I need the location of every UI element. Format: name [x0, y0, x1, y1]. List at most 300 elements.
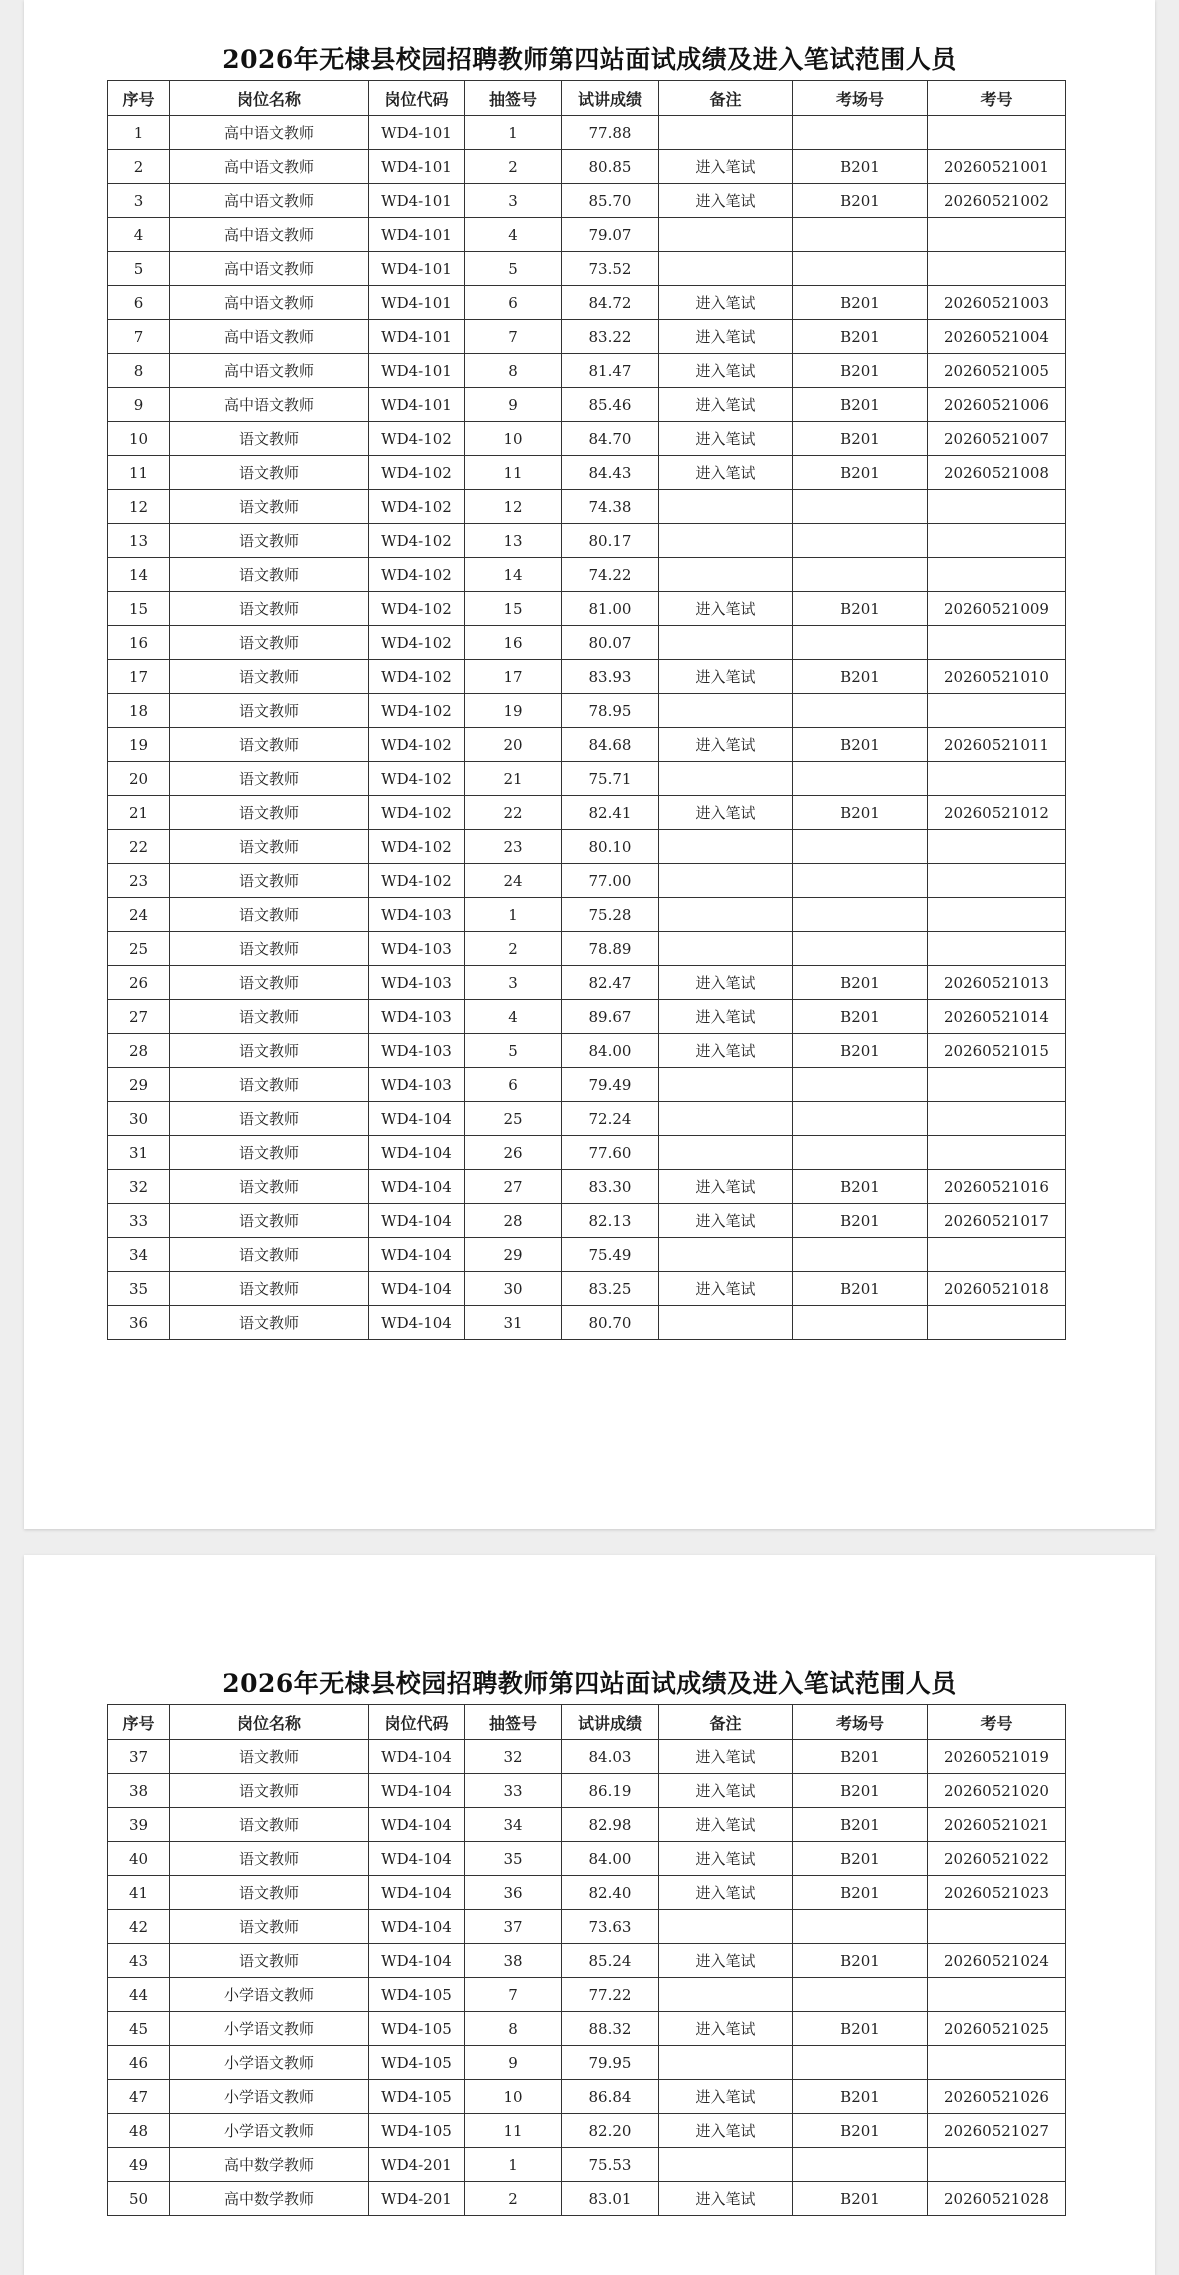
position-code-cell: WD4-102 [369, 728, 465, 762]
exam-room-cell [793, 864, 928, 898]
exam-number-cell: 20260521004 [928, 320, 1066, 354]
position-code-cell: WD4-102 [369, 660, 465, 694]
exam-number-cell [928, 1068, 1066, 1102]
position-code-cell: WD4-101 [369, 286, 465, 320]
position-code-cell: WD4-104 [369, 1842, 465, 1876]
exam-number-cell [928, 1238, 1066, 1272]
position-code-cell: WD4-201 [369, 2182, 465, 2216]
position-name-cell: 语文教师 [170, 796, 369, 830]
remark-cell: 进入笔试 [659, 1272, 793, 1306]
exam-room-cell [793, 116, 928, 150]
position-code-cell: WD4-105 [369, 2012, 465, 2046]
remark-cell [659, 1910, 793, 1944]
position-code-cell: WD4-103 [369, 898, 465, 932]
position-code-cell: WD4-102 [369, 830, 465, 864]
table-row [108, 1740, 1066, 1774]
exam-room-cell [793, 1306, 928, 1340]
draw-number-cell: 17 [465, 660, 562, 694]
position-name-cell: 高中数学教师 [170, 2182, 369, 2216]
table-row [108, 184, 1066, 218]
table-row [108, 1842, 1066, 1876]
draw-number-cell: 4 [465, 1000, 562, 1034]
exam-number-cell: 20260521025 [928, 2012, 1066, 2046]
position-name-cell: 语文教师 [170, 694, 369, 728]
table-row [108, 864, 1066, 898]
position-code-cell: WD4-103 [369, 1000, 465, 1034]
draw-number-cell: 26 [465, 1136, 562, 1170]
position-code-cell: WD4-102 [369, 524, 465, 558]
position-code-cell: WD4-104 [369, 1774, 465, 1808]
draw-number-cell: 11 [465, 2114, 562, 2148]
exam-room-cell: B201 [793, 1774, 928, 1808]
remark-cell: 进入笔试 [659, 1170, 793, 1204]
exam-room-cell: B201 [793, 1876, 928, 1910]
exam-number-cell: 20260521013 [928, 966, 1066, 1000]
seq-cell: 32 [108, 1170, 170, 1204]
exam-room-cell: B201 [793, 456, 928, 490]
remark-cell: 进入笔试 [659, 184, 793, 218]
draw-number-cell: 24 [465, 864, 562, 898]
table-row [108, 1034, 1066, 1068]
seq-cell: 28 [108, 1034, 170, 1068]
table-row [108, 2148, 1066, 2182]
seq-cell: 42 [108, 1910, 170, 1944]
position-name-cell: 语文教师 [170, 1808, 369, 1842]
score-cell: 77.88 [562, 116, 659, 150]
remark-cell [659, 1102, 793, 1136]
table-row [108, 218, 1066, 252]
remark-cell [659, 1978, 793, 2012]
score-cell: 74.38 [562, 490, 659, 524]
remark-cell [659, 1306, 793, 1340]
seq-cell: 17 [108, 660, 170, 694]
column-header-exam-room: 考场号 [793, 81, 928, 116]
seq-cell: 23 [108, 864, 170, 898]
position-name-cell: 语文教师 [170, 1910, 369, 1944]
score-cell: 82.13 [562, 1204, 659, 1238]
column-header-exam-room: 考场号 [793, 1705, 928, 1740]
score-cell: 81.47 [562, 354, 659, 388]
score-cell: 86.84 [562, 2080, 659, 2114]
remark-cell: 进入笔试 [659, 592, 793, 626]
seq-cell: 4 [108, 218, 170, 252]
position-name-cell: 语文教师 [170, 1876, 369, 1910]
table-row [108, 2182, 1066, 2216]
position-name-cell: 语文教师 [170, 490, 369, 524]
draw-number-cell: 5 [465, 1034, 562, 1068]
score-cell: 79.49 [562, 1068, 659, 1102]
column-header-draw-number: 抽签号 [465, 1705, 562, 1740]
position-code-cell: WD4-104 [369, 1238, 465, 1272]
exam-number-cell [928, 762, 1066, 796]
remark-cell [659, 218, 793, 252]
seq-cell: 5 [108, 252, 170, 286]
exam-room-cell: B201 [793, 286, 928, 320]
remark-cell [659, 898, 793, 932]
exam-room-cell: B201 [793, 1944, 928, 1978]
position-code-cell: WD4-101 [369, 150, 465, 184]
exam-number-cell [928, 694, 1066, 728]
exam-number-cell: 20260521022 [928, 1842, 1066, 1876]
position-name-cell: 小学语文教师 [170, 2046, 369, 2080]
remark-cell: 进入笔试 [659, 320, 793, 354]
draw-number-cell: 21 [465, 762, 562, 796]
draw-number-cell: 7 [465, 1978, 562, 2012]
remark-cell: 进入笔试 [659, 2114, 793, 2148]
score-cell: 80.85 [562, 150, 659, 184]
table-row [108, 898, 1066, 932]
position-code-cell: WD4-104 [369, 1740, 465, 1774]
exam-number-cell: 20260521028 [928, 2182, 1066, 2216]
table-row [108, 966, 1066, 1000]
exam-number-cell: 20260521015 [928, 1034, 1066, 1068]
exam-number-cell [928, 898, 1066, 932]
position-code-cell: WD4-104 [369, 1808, 465, 1842]
seq-cell: 38 [108, 1774, 170, 1808]
draw-number-cell: 11 [465, 456, 562, 490]
score-cell: 82.98 [562, 1808, 659, 1842]
remark-cell: 进入笔试 [659, 2080, 793, 2114]
position-code-cell: WD4-102 [369, 456, 465, 490]
exam-room-cell [793, 626, 928, 660]
exam-room-cell [793, 1978, 928, 2012]
remark-cell: 进入笔试 [659, 1034, 793, 1068]
exam-number-cell [928, 1306, 1066, 1340]
remark-cell [659, 1136, 793, 1170]
draw-number-cell: 28 [465, 1204, 562, 1238]
exam-number-cell: 20260521007 [928, 422, 1066, 456]
draw-number-cell: 8 [465, 354, 562, 388]
table-row [108, 1000, 1066, 1034]
draw-number-cell: 1 [465, 898, 562, 932]
remark-cell: 进入笔试 [659, 354, 793, 388]
exam-number-cell [928, 116, 1066, 150]
column-header-position-code: 岗位代码 [369, 81, 465, 116]
seq-cell: 35 [108, 1272, 170, 1306]
draw-number-cell: 1 [465, 2148, 562, 2182]
position-name-cell: 高中语文教师 [170, 150, 369, 184]
remark-cell [659, 1068, 793, 1102]
position-code-cell: WD4-105 [369, 2114, 465, 2148]
exam-room-cell: B201 [793, 354, 928, 388]
table-row [108, 1204, 1066, 1238]
seq-cell: 44 [108, 1978, 170, 2012]
exam-number-cell [928, 218, 1066, 252]
table-row [108, 490, 1066, 524]
exam-room-cell [793, 694, 928, 728]
seq-cell: 1 [108, 116, 170, 150]
seq-cell: 20 [108, 762, 170, 796]
position-name-cell: 语文教师 [170, 1204, 369, 1238]
draw-number-cell: 13 [465, 524, 562, 558]
column-header-position-code: 岗位代码 [369, 1705, 465, 1740]
score-cell: 85.46 [562, 388, 659, 422]
score-cell: 84.03 [562, 1740, 659, 1774]
position-code-cell: WD4-104 [369, 1876, 465, 1910]
exam-room-cell: B201 [793, 1034, 928, 1068]
draw-number-cell: 10 [465, 422, 562, 456]
seq-cell: 22 [108, 830, 170, 864]
seq-cell: 21 [108, 796, 170, 830]
table-row [108, 150, 1066, 184]
exam-number-cell [928, 490, 1066, 524]
draw-number-cell: 5 [465, 252, 562, 286]
score-cell: 80.07 [562, 626, 659, 660]
exam-number-cell: 20260521017 [928, 1204, 1066, 1238]
table-row [108, 388, 1066, 422]
position-name-cell: 语文教师 [170, 626, 369, 660]
remark-cell: 进入笔试 [659, 388, 793, 422]
score-cell: 84.00 [562, 1842, 659, 1876]
score-cell: 75.53 [562, 2148, 659, 2182]
seq-cell: 19 [108, 728, 170, 762]
position-code-cell: WD4-101 [369, 116, 465, 150]
remark-cell: 进入笔试 [659, 660, 793, 694]
exam-number-cell: 20260521014 [928, 1000, 1066, 1034]
exam-room-cell [793, 1068, 928, 1102]
exam-number-cell: 20260521003 [928, 286, 1066, 320]
position-name-cell: 高中语文教师 [170, 286, 369, 320]
position-name-cell: 语文教师 [170, 1238, 369, 1272]
exam-room-cell: B201 [793, 1000, 928, 1034]
exam-number-cell [928, 932, 1066, 966]
position-code-cell: WD4-101 [369, 252, 465, 286]
seq-cell: 26 [108, 966, 170, 1000]
position-name-cell: 语文教师 [170, 830, 369, 864]
seq-cell: 24 [108, 898, 170, 932]
position-name-cell: 语文教师 [170, 1170, 369, 1204]
exam-room-cell: B201 [793, 2012, 928, 2046]
remark-cell: 进入笔试 [659, 1000, 793, 1034]
exam-number-cell [928, 558, 1066, 592]
exam-number-cell: 20260521027 [928, 2114, 1066, 2148]
table-header-row [108, 81, 1066, 116]
exam-room-cell [793, 1102, 928, 1136]
position-code-cell: WD4-103 [369, 1068, 465, 1102]
table-row [108, 1136, 1066, 1170]
seq-cell: 33 [108, 1204, 170, 1238]
draw-number-cell: 23 [465, 830, 562, 864]
seq-cell: 12 [108, 490, 170, 524]
remark-cell [659, 694, 793, 728]
remark-cell: 进入笔试 [659, 1944, 793, 1978]
seq-cell: 2 [108, 150, 170, 184]
position-name-cell: 小学语文教师 [170, 2114, 369, 2148]
position-code-cell: WD4-102 [369, 490, 465, 524]
position-code-cell: WD4-104 [369, 1136, 465, 1170]
score-cell: 81.00 [562, 592, 659, 626]
exam-room-cell [793, 762, 928, 796]
table-row [108, 558, 1066, 592]
seq-cell: 43 [108, 1944, 170, 1978]
seq-cell: 14 [108, 558, 170, 592]
seq-cell: 50 [108, 2182, 170, 2216]
score-cell: 83.30 [562, 1170, 659, 1204]
exam-number-cell: 20260521006 [928, 388, 1066, 422]
exam-room-cell [793, 524, 928, 558]
position-name-cell: 语文教师 [170, 1136, 369, 1170]
table-row [108, 1306, 1066, 1340]
seq-cell: 41 [108, 1876, 170, 1910]
seq-cell: 39 [108, 1808, 170, 1842]
table-row [108, 762, 1066, 796]
remark-cell: 进入笔试 [659, 422, 793, 456]
score-cell: 88.32 [562, 2012, 659, 2046]
draw-number-cell: 33 [465, 1774, 562, 1808]
remark-cell [659, 116, 793, 150]
score-cell: 82.40 [562, 1876, 659, 1910]
position-code-cell: WD4-104 [369, 1910, 465, 1944]
exam-number-cell: 20260521008 [928, 456, 1066, 490]
exam-room-cell [793, 2148, 928, 2182]
draw-number-cell: 16 [465, 626, 562, 660]
remark-cell: 进入笔试 [659, 1876, 793, 1910]
score-cell: 78.89 [562, 932, 659, 966]
position-code-cell: WD4-201 [369, 2148, 465, 2182]
table-row [108, 2114, 1066, 2148]
table-row [108, 660, 1066, 694]
table-row [108, 1068, 1066, 1102]
score-cell: 84.70 [562, 422, 659, 456]
table-row [108, 286, 1066, 320]
seq-cell: 46 [108, 2046, 170, 2080]
exam-room-cell: B201 [793, 320, 928, 354]
remark-cell [659, 558, 793, 592]
exam-number-cell: 20260521012 [928, 796, 1066, 830]
draw-number-cell: 14 [465, 558, 562, 592]
draw-number-cell: 20 [465, 728, 562, 762]
exam-room-cell: B201 [793, 966, 928, 1000]
seq-cell: 13 [108, 524, 170, 558]
position-name-cell: 小学语文教师 [170, 2080, 369, 2114]
table-row [108, 592, 1066, 626]
exam-number-cell: 20260521010 [928, 660, 1066, 694]
column-header-remark: 备注 [659, 81, 793, 116]
position-code-cell: WD4-102 [369, 762, 465, 796]
draw-number-cell: 31 [465, 1306, 562, 1340]
exam-number-cell: 20260521018 [928, 1272, 1066, 1306]
exam-number-cell: 20260521023 [928, 1876, 1066, 1910]
remark-cell [659, 932, 793, 966]
exam-number-cell [928, 1102, 1066, 1136]
draw-number-cell: 8 [465, 2012, 562, 2046]
draw-number-cell: 9 [465, 388, 562, 422]
exam-room-cell [793, 830, 928, 864]
position-name-cell: 语文教师 [170, 524, 369, 558]
draw-number-cell: 30 [465, 1272, 562, 1306]
position-code-cell: WD4-102 [369, 422, 465, 456]
table-row [108, 1910, 1066, 1944]
exam-number-cell: 20260521026 [928, 2080, 1066, 2114]
position-name-cell: 语文教师 [170, 660, 369, 694]
column-header-score: 试讲成绩 [562, 81, 659, 116]
seq-cell: 27 [108, 1000, 170, 1034]
position-code-cell: WD4-101 [369, 388, 465, 422]
position-code-cell: WD4-102 [369, 864, 465, 898]
exam-number-cell: 20260521011 [928, 728, 1066, 762]
score-cell: 74.22 [562, 558, 659, 592]
remark-cell: 进入笔试 [659, 1808, 793, 1842]
position-name-cell: 语文教师 [170, 864, 369, 898]
table-row [108, 1808, 1066, 1842]
position-name-cell: 语文教师 [170, 1068, 369, 1102]
position-name-cell: 小学语文教师 [170, 1978, 369, 2012]
score-cell: 84.68 [562, 728, 659, 762]
position-code-cell: WD4-105 [369, 2046, 465, 2080]
seq-cell: 18 [108, 694, 170, 728]
position-code-cell: WD4-104 [369, 1170, 465, 1204]
score-cell: 80.70 [562, 1306, 659, 1340]
position-name-cell: 语文教师 [170, 1740, 369, 1774]
draw-number-cell: 15 [465, 592, 562, 626]
table-row [108, 1170, 1066, 1204]
score-cell: 83.93 [562, 660, 659, 694]
seq-cell: 25 [108, 932, 170, 966]
score-cell: 84.72 [562, 286, 659, 320]
exam-room-cell: B201 [793, 1204, 928, 1238]
remark-cell: 进入笔试 [659, 150, 793, 184]
position-name-cell: 语文教师 [170, 1034, 369, 1068]
seq-cell: 15 [108, 592, 170, 626]
exam-number-cell [928, 252, 1066, 286]
score-cell: 79.95 [562, 2046, 659, 2080]
draw-number-cell: 7 [465, 320, 562, 354]
exam-room-cell: B201 [793, 728, 928, 762]
exam-number-cell [928, 1136, 1066, 1170]
exam-number-cell: 20260521024 [928, 1944, 1066, 1978]
score-cell: 85.70 [562, 184, 659, 218]
position-code-cell: WD4-104 [369, 1306, 465, 1340]
position-code-cell: WD4-102 [369, 558, 465, 592]
exam-room-cell: B201 [793, 660, 928, 694]
draw-number-cell: 36 [465, 1876, 562, 1910]
exam-number-cell: 20260521005 [928, 354, 1066, 388]
exam-room-cell [793, 1136, 928, 1170]
position-name-cell: 高中数学教师 [170, 2148, 369, 2182]
remark-cell [659, 490, 793, 524]
exam-room-cell: B201 [793, 1740, 928, 1774]
draw-number-cell: 3 [465, 966, 562, 1000]
score-cell: 80.10 [562, 830, 659, 864]
column-header-exam-number: 考号 [928, 81, 1066, 116]
table-row [108, 1272, 1066, 1306]
score-cell: 77.00 [562, 864, 659, 898]
exam-room-cell: B201 [793, 1808, 928, 1842]
seq-cell: 47 [108, 2080, 170, 2114]
position-code-cell: WD4-101 [369, 320, 465, 354]
seq-cell: 6 [108, 286, 170, 320]
table-row [108, 2080, 1066, 2114]
draw-number-cell: 34 [465, 1808, 562, 1842]
exam-room-cell [793, 490, 928, 524]
position-name-cell: 语文教师 [170, 1842, 369, 1876]
remark-cell [659, 830, 793, 864]
draw-number-cell: 6 [465, 286, 562, 320]
table-row [108, 1102, 1066, 1136]
table-row [108, 830, 1066, 864]
draw-number-cell: 12 [465, 490, 562, 524]
position-name-cell: 高中语文教师 [170, 218, 369, 252]
score-cell: 83.22 [562, 320, 659, 354]
column-header-remark: 备注 [659, 1705, 793, 1740]
column-header-draw-number: 抽签号 [465, 81, 562, 116]
position-name-cell: 语文教师 [170, 1774, 369, 1808]
draw-number-cell: 22 [465, 796, 562, 830]
draw-number-cell: 2 [465, 150, 562, 184]
remark-cell [659, 864, 793, 898]
table-row [108, 422, 1066, 456]
seq-cell: 8 [108, 354, 170, 388]
